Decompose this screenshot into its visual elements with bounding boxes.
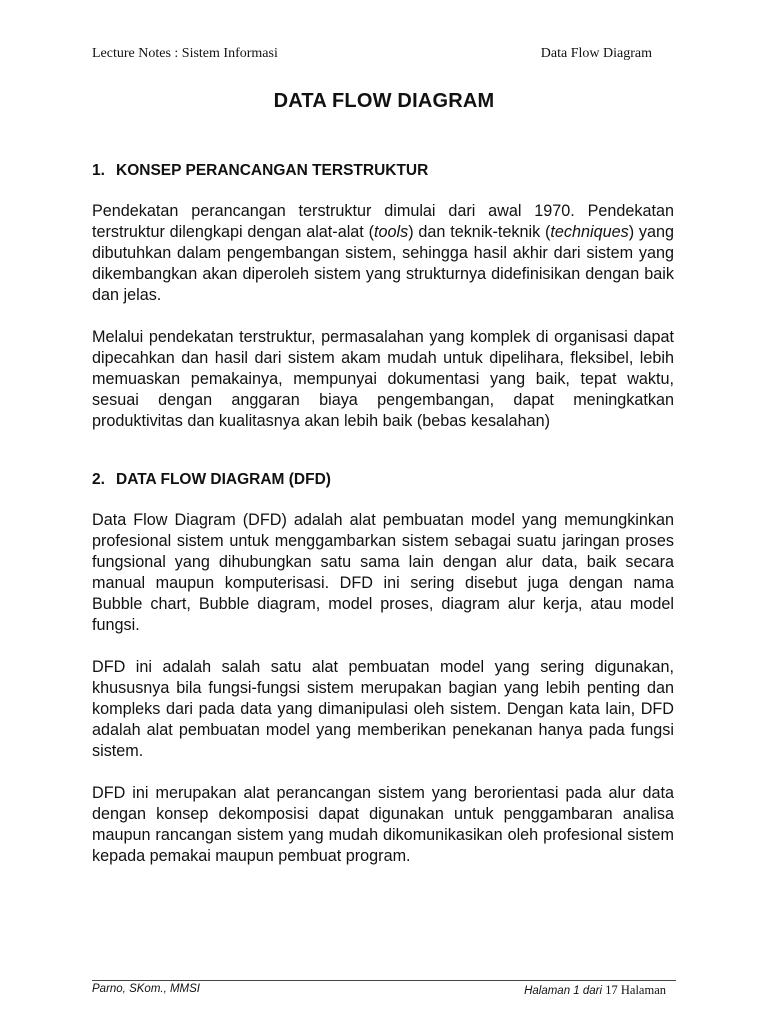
section-number: 1. [92, 162, 105, 179]
section-title: DATA FLOW DIAGRAM (DFD) [116, 471, 331, 488]
paragraph-text: Pendekatan perancangan terstruktur dimulai dari awal 1970. Pendekatan terstruktur dilengkapi dengan alat-alat ( [92, 202, 674, 241]
document-body [92, 160, 674, 867]
section-heading-dfd [92, 469, 674, 491]
italic-term-techniques: techniques [550, 223, 629, 241]
running-header [92, 46, 652, 64]
footer-page-prefix: Halaman 1 dari [524, 985, 606, 997]
section-title: KONSEP PERANCANGAN TERSTRUKTUR [116, 162, 429, 179]
italic-term-tools: tools [374, 223, 409, 241]
document-title: DATA FLOW DIAGRAM [273, 90, 495, 112]
footer-page-number [524, 983, 666, 998]
paragraph-dfd-1: Data Flow Diagram (DFD) adalah alat pembuatan model yang memungkinkan profesional sistem untuk menggambarkan sistem sebagai suatu jaringan proses fungsional yang dihubungkan satu sama lain dengan alur data, baik secara manual maupun komputerisasi. DFD ini sering disebut juga dengan nama Bubble chart, Bubble diagram, model proses, diagram alur kerja, atau model fungsi. [92, 511, 674, 634]
paragraph-dfd-3: DFD ini merupakan alat perancangan sistem yang berorientasi pada alur data dengan konsep dekomposisi dapat digunakan untuk penggambaran analisa maupun rancangan sistem yang mudah dikomunikasikan oleh profesional sistem kepada pemakai maupun pembuat program. [92, 784, 674, 865]
paragraph-konsep-1 [92, 201, 674, 306]
paragraph-dfd-2: DFD ini adalah salah satu alat pembuatan model yang sering digunakan, khususnya bila fungsi-fungsi sistem merupakan bagian yang lebih penting dan kompleks dari pada data yang dimanipulasi oleh sistem. Dengan kata lain, DFD adalah alat pembuatan model yang memberikan penekanan hanya pada fungsi sistem. [92, 658, 674, 760]
page-footer [92, 983, 676, 999]
section-heading-konsep [92, 160, 674, 182]
paragraph-text: ) dan teknik-teknik ( [408, 223, 551, 241]
header-chapter-title: Data Flow Diagram [540, 46, 652, 61]
header-course-title: Lecture Notes : Sistem Informasi [92, 46, 278, 61]
footer-page-suffix: 17 Halaman [605, 983, 666, 997]
footer-divider [92, 980, 676, 981]
paragraph-text: ) yang dibutuhkan dalam pengembangan sistem, sehingga hasil akhir dari sistem yang dikembangkan akan diperoleh sistem yang strukturnya didefinisikan dengan baik dan jelas. [92, 223, 675, 304]
paragraph-konsep-2: Melalui pendekatan terstruktur, permasalahan yang komplek di organisasi dapat dipecahkan dan hasil dari sistem akam mudah untuk dipelihara, fleksibel, lebih memuaskan pemakainya, mempunyai dokumentasi yang baik, tepat waktu, sesuai dengan anggaran biaya pengembangan, dapat meningkatkan produktivitas dan kualitasnya akan lebih baik (bebas kesalahan) [92, 328, 674, 430]
footer-author: Parno, SKom., MMSI [92, 983, 201, 995]
section-number: 2. [92, 471, 105, 488]
